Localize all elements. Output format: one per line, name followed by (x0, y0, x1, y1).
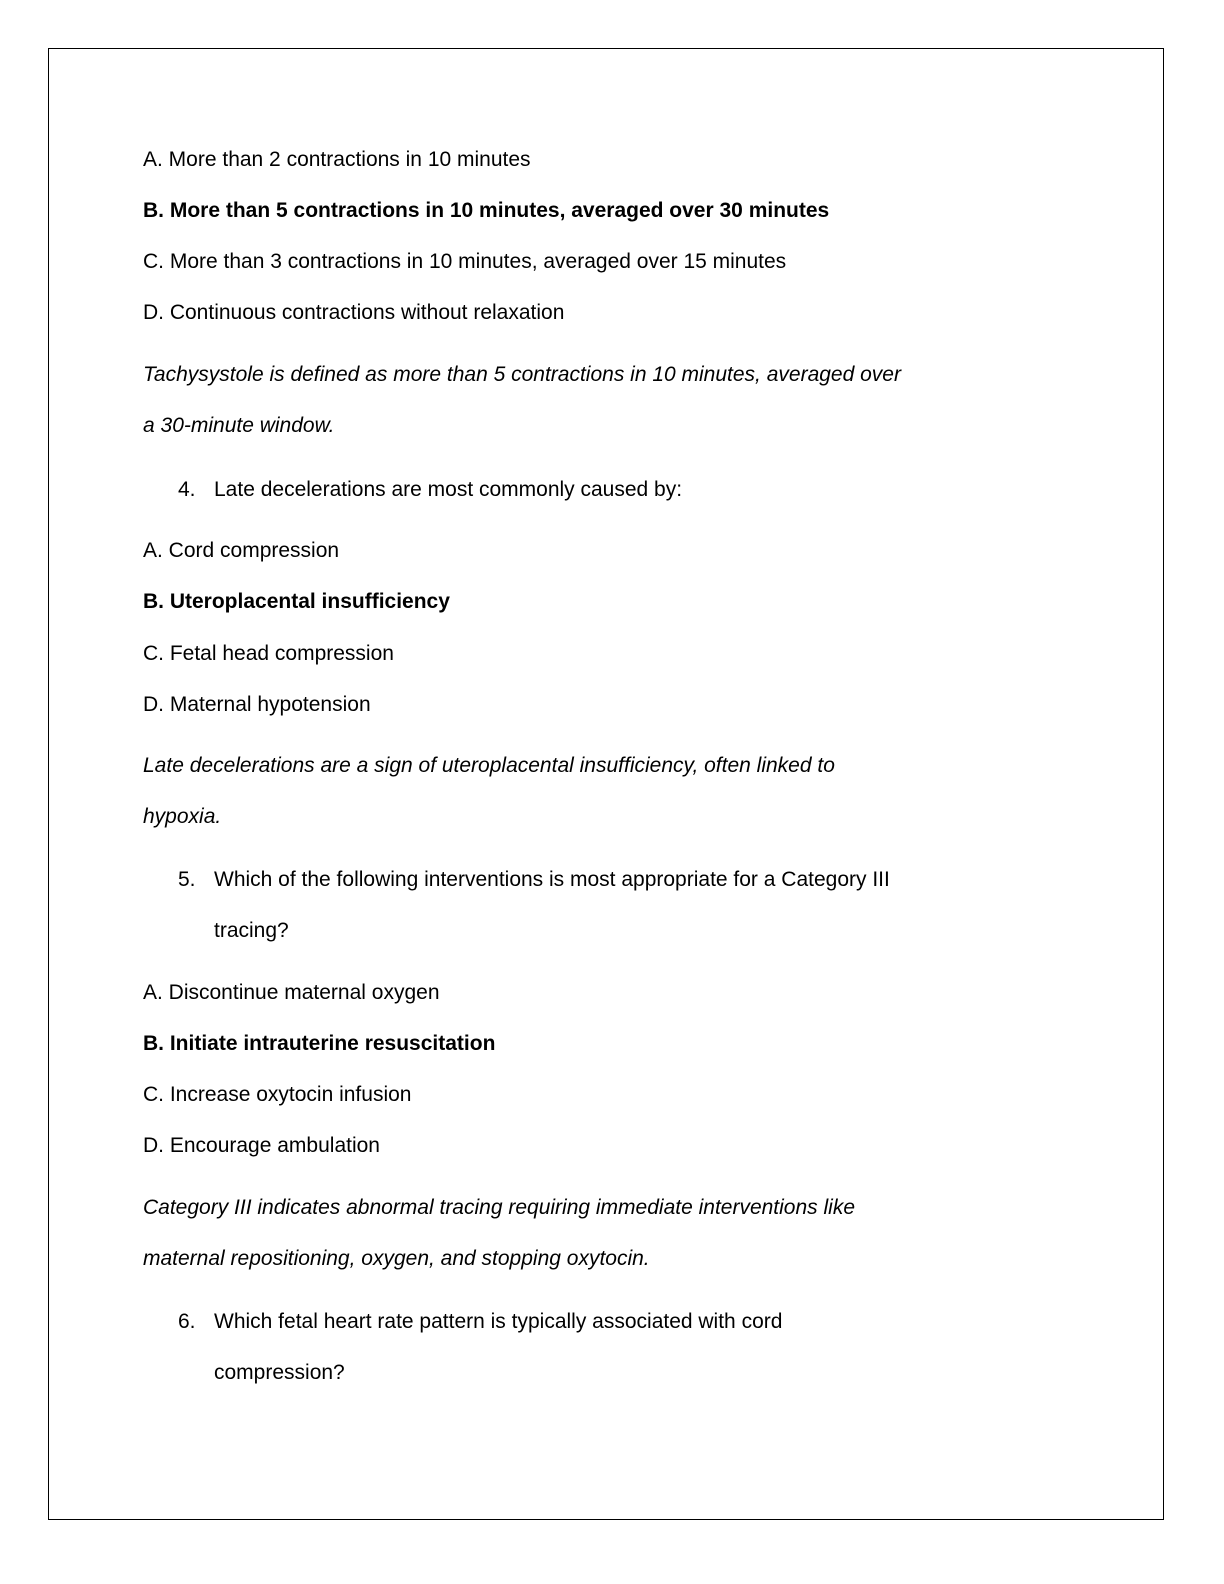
explanation: hypoxia. (143, 805, 222, 828)
option-c: C. Increase oxytocin infusion (143, 1083, 412, 1106)
option-c: C. More than 3 contractions in 10 minutes, averaged over 15 minutes (143, 250, 787, 273)
question-number: 5. (178, 868, 196, 891)
option-d: D. Maternal hypotension (143, 693, 371, 716)
explanation: Late decelerations are a sign of uteroplacental insufficiency, often linked to (143, 754, 835, 777)
question-number: 6. (178, 1310, 196, 1333)
explanation: Category III indicates abnormal tracing requiring immediate interventions like (143, 1196, 856, 1219)
option-b-correct: B. More than 5 contractions in 10 minutes, averaged over 30 minutes (143, 199, 830, 222)
option-d: D. Encourage ambulation (143, 1134, 380, 1157)
option-a: A. Cord compression (143, 539, 340, 562)
question-text: Which of the following interventions is most appropriate for a Category III (214, 868, 890, 891)
option-b-correct: B. Initiate intrauterine resuscitation (143, 1032, 496, 1055)
option-c: C. Fetal head compression (143, 642, 394, 665)
explanation: maternal repositioning, oxygen, and stopping oxytocin. (143, 1247, 650, 1270)
question-text: tracing? (214, 919, 289, 942)
explanation: Tachysystole is defined as more than 5 contractions in 10 minutes, averaged over (143, 363, 901, 386)
option-a: A. More than 2 contractions in 10 minutes (143, 148, 531, 171)
question-text: Late decelerations are most commonly caused by: (214, 478, 683, 501)
explanation: a 30-minute window. (143, 414, 335, 437)
option-d: D. Continuous contractions without relaxation (143, 301, 565, 324)
question-number: 4. (178, 478, 196, 501)
question-text: Which fetal heart rate pattern is typically associated with cord (214, 1310, 783, 1333)
question-text: compression? (214, 1361, 345, 1384)
option-a: A. Discontinue maternal oxygen (143, 981, 440, 1004)
option-b-correct: B. Uteroplacental insufficiency (143, 590, 450, 613)
